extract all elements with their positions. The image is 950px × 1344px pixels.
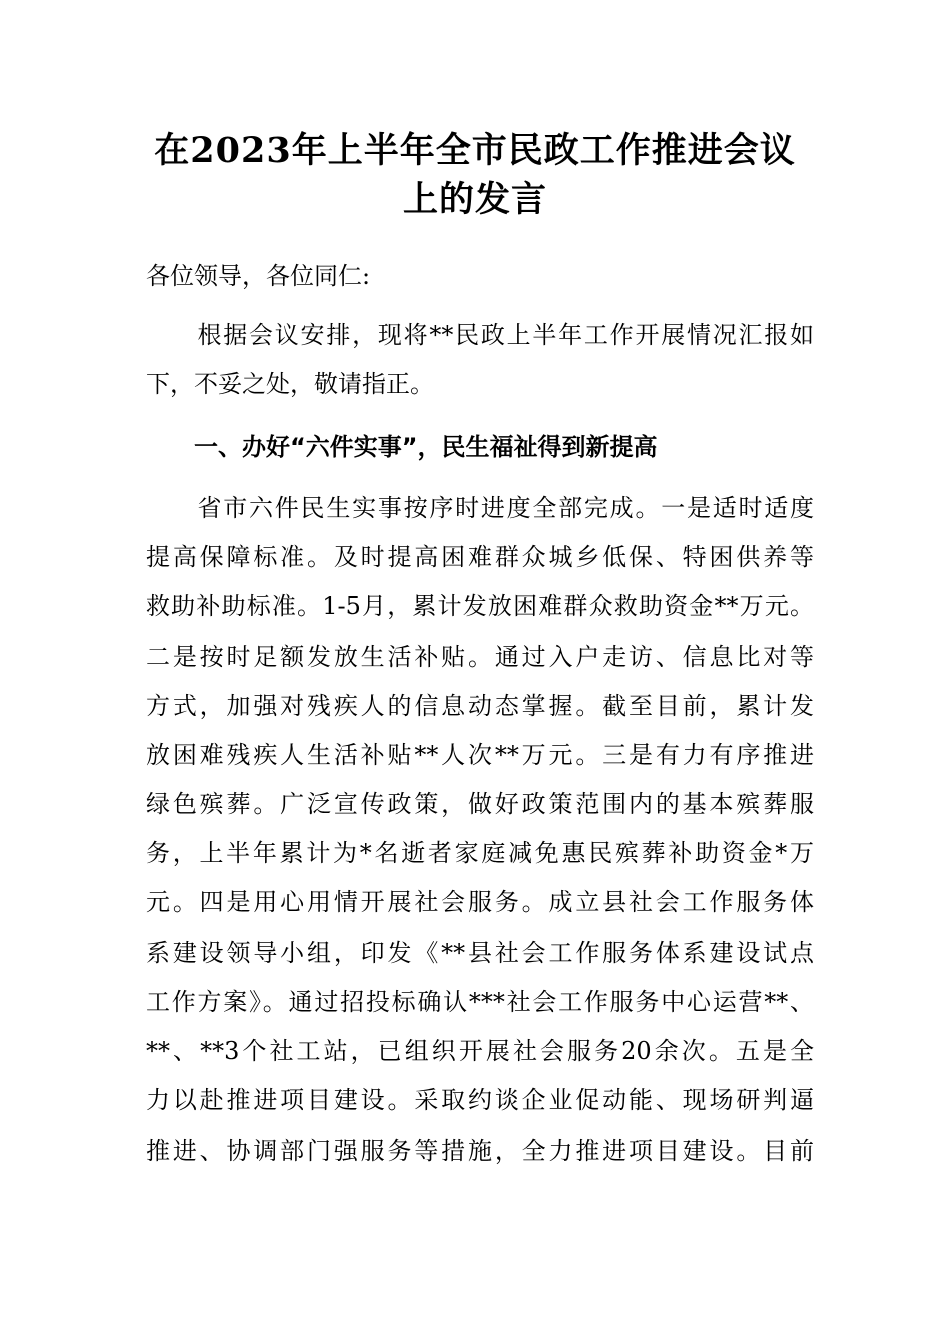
body-line: 救助补助标准。1-5月，累计发放困难群众救助资金**万元。 <box>146 592 814 620</box>
body-line: 提高保障标准。及时提高困难群众城乡低保、特困供养等 <box>146 543 814 571</box>
intro-line-1: 根据会议安排，现将**民政上半年工作开展情况汇报如 <box>146 321 814 349</box>
salutation: 各位领导，各位同仁: <box>146 262 371 290</box>
body-line: 务，上半年累计为*名逝者家庭减免惠民殡葬补助资金*万 <box>146 839 814 867</box>
body-line: 工作方案》。通过招投标确认***社会工作服务中心运营**、 <box>146 988 814 1016</box>
body-line: **、**3个社工站，已组织开展社会服务20余次。五是全 <box>146 1037 814 1065</box>
body-line: 元。四是用心用情开展社会服务。成立县社会工作服务体 <box>146 888 814 916</box>
document-title-line-2: 上的发言 <box>402 179 547 220</box>
body-line: 绿色殡葬。广泛宣传政策，做好政策范围内的基本殡葬服 <box>146 790 814 818</box>
body-line: 方式，加强对残疾人的信息动态掌握。截至目前，累计发 <box>146 692 814 720</box>
body-line: 二是按时足额发放生活补贴。通过入户走访、信息比对等 <box>146 643 814 671</box>
section-heading: 一、办好“六件实事”，民生福祉得到新提高 <box>146 433 658 461</box>
document-title-line-1: 在2023年上半年全市民政工作推进会议 <box>154 130 796 171</box>
body-line: 系建设领导小组，印发《**县社会工作服务体系建设试点 <box>146 939 814 967</box>
body-line: 力以赴推进项目建设。采取约谈企业促动能、现场研判逼 <box>146 1086 814 1114</box>
body-line: 省市六件民生实事按序时进度全部完成。一是适时适度 <box>146 494 814 522</box>
body-line: 放困难残疾人生活补贴**人次**万元。三是有力有序推进 <box>146 741 814 769</box>
body-line: 推进、协调部门强服务等措施，全力推进项目建设。目前 <box>146 1137 814 1165</box>
intro-line-2: 下，不妥之处，敬请指正。 <box>146 370 434 398</box>
